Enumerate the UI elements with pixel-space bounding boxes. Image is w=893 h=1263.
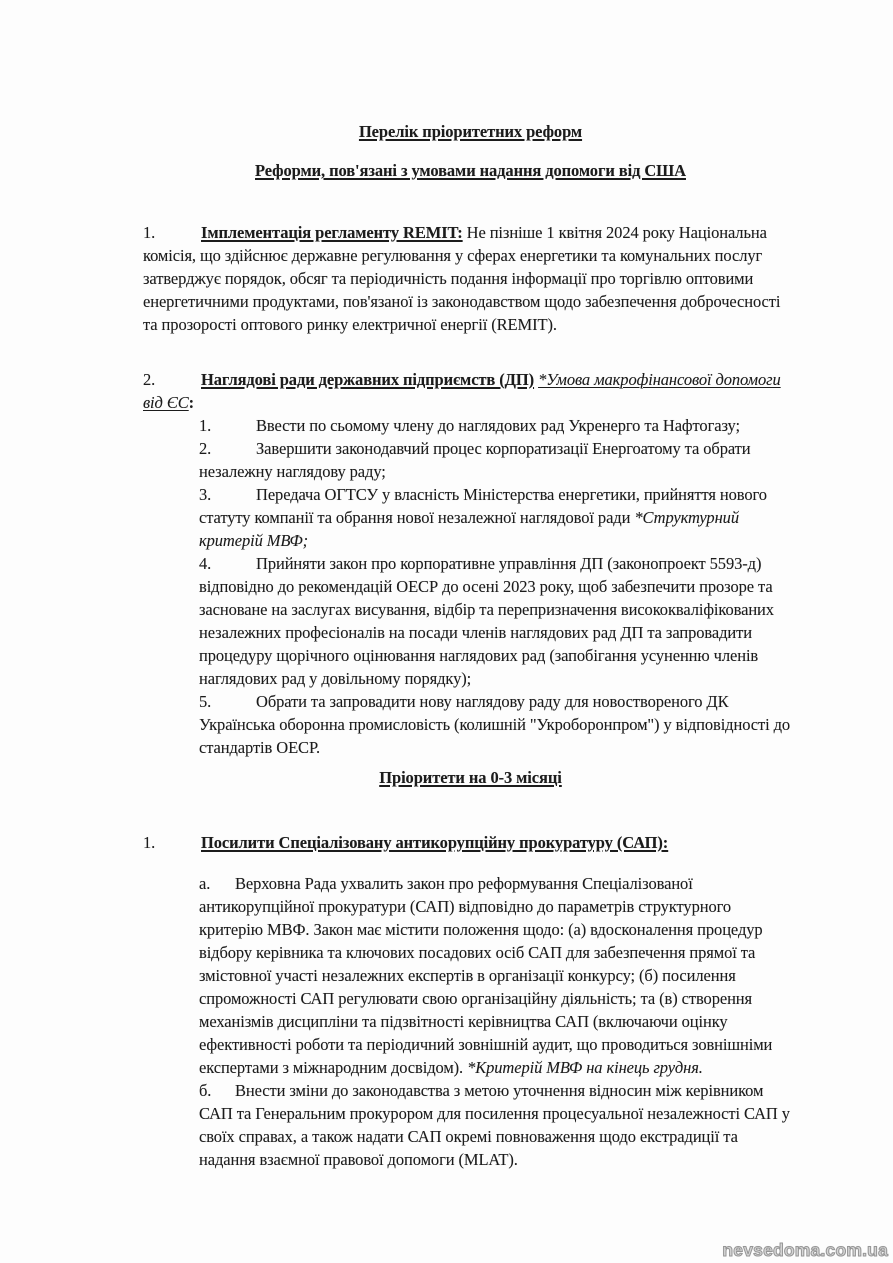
item-sap-sub-b [199,1079,798,1171]
item-sap-number: 1. [143,833,156,852]
item-sap [143,831,798,854]
sub-text: Передача ОГТСУ у власність Міністерства енергетики, прийняття нового статуту компанії та обрання нової незалежної наглядової ради [199,485,767,527]
sub-text: Ввести по сьомому члену до наглядових рад Укренерго та Нафтогазу; [256,416,740,435]
sub-number: 5. [199,692,212,711]
watermark: nevsedoma.com.ua [722,1240,888,1260]
item-2-number: 2. [143,370,156,389]
item-2-heading-colon: : [188,393,195,412]
item-sap-heading: Посилити Спеціалізовану антикорупційну прокуратуру (САП): [201,833,669,852]
sub-text: Верховна Рада ухвалить закон про реформування Спеціалізованої антикорупційної прокуратури (САП) відповідно до параметрів структурного критерію МВФ. Закон має містити положення щодо: (а) вдосконалення процедур відбору керівника та ключових посадових осіб САП для забезпечення прямої та змістовної участі незалежних експертів в організації конкурсу; (б) посилення спроможності САП регулювати свою організаційну діяльність; та (в) створення механізмів дисципліни та підзвітності керівництва САП (включаючи оцінку ефективності роботи та періодичний зовнішній аудит, що проводиться зовнішніми експертами з міжнародним досвідом). [199,874,773,1077]
sub-text: Внести зміни до законодавства з метою уточнення відносин між керівником САП та Генеральним прокурором для посилення процесуальної незалежності САП у своїх справах, а також надати САП окремі повноваження щодо екстрадиції та надання взаємної правової допомоги (MLAT). [199,1081,790,1169]
item-2-sub-3 [199,483,798,552]
item-2-heading-italic: *Умова макрофінансової допомоги від ЄС [143,370,781,412]
item-2-supervisory-boards [143,368,798,759]
sub-text-italic: *Критерій МВФ на кінець грудня. [467,1058,703,1077]
priorities-heading-text: Пріоритети на 0-3 місяці [379,768,562,787]
item-1-number: 1. [143,223,156,242]
item-sap-body [143,872,798,1171]
sub-number: 1. [199,416,212,435]
item-2-sub-5 [199,690,798,759]
sub-number: 2. [199,439,212,458]
item-sap-sub-a [199,872,798,1079]
sub-letter: б. [199,1081,212,1100]
item-2-heading [143,368,798,414]
priorities-heading [143,766,798,789]
item-2-sub-1 [199,414,798,437]
document-subtitle [143,159,798,182]
sub-text-italic: *Структурний критерій МВФ; [199,508,739,550]
item-1-remit [143,221,798,336]
sub-letter: а. [199,874,211,893]
sub-text: Обрати та запровадити нову наглядову раду для новоствореного ДК Українська оборонна промисловість (колишній "Укроборонпром") у відповідності до стандартів ОЕСР. [199,692,791,757]
item-2-sub-2 [199,437,798,483]
sub-number: 3. [199,485,212,504]
document-title-text: Перелік пріоритетних реформ [358,122,583,141]
document-title [143,120,798,143]
item-2-sub-4 [199,552,798,690]
item-1-heading: Імплементація регламенту REMIT: [201,223,463,242]
item-1-body: Не пізніше 1 квітня 2024 року Національна комісія, що здійснює державне регулювання у сферах енергетики та комунальних послуг затверджує порядок, обсяг та періодичність подання інформації про торгівлю оптовими енергетичними продуктами, пов'язаної із законодавством щодо забезпечення доброчесності та прозорості оптового ринку електричної енергії (REMIT). [143,223,781,334]
sub-text: Прийняти закон про корпоративне управління ДП (законопроект 5593-д) відповідно до рекомендацій ОЕСР до осені 2023 року, щоб забезпечити прозоре та засноване на заслугах висування, відбір та перепризначення висококваліфікованих незалежних професіоналів на посади членів наглядових рад ДП та запровадити процедуру щорічного оцінювання наглядових рад (запобігання усуненню членів наглядових рад у довільному порядку); [199,554,774,688]
document-subtitle-text: Реформи, пов'язані з умовами надання допомоги від США [255,161,686,180]
sub-text: Завершити законодавчий процес корпоратизації Енергоатому та обрати незалежну наглядову раду; [199,439,751,481]
item-2-heading-bold: Наглядові ради державних підприємств (ДП) [201,370,535,389]
sub-number: 4. [199,554,212,573]
